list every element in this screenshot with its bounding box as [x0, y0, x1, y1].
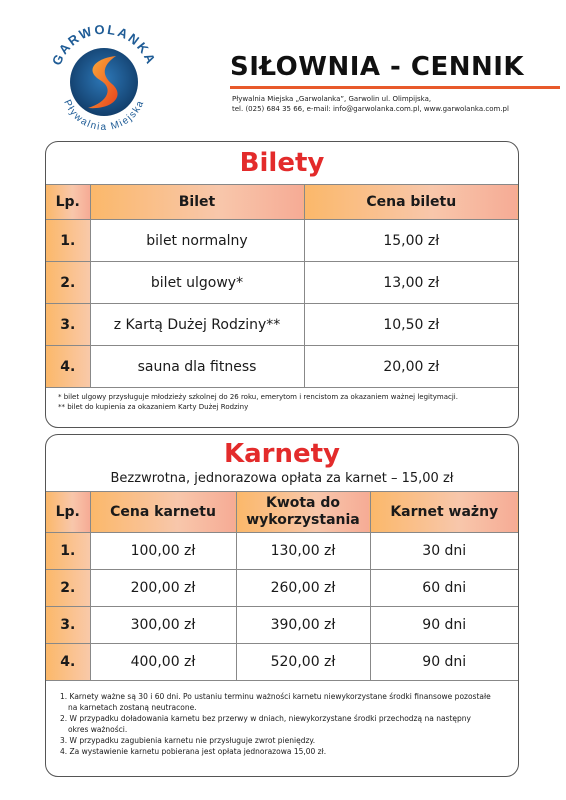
contact-info [232, 94, 509, 114]
contact-phone-email: tel. (025) 684 35 66, e-mail: info@garwolanka.com.pl, www.garwolanka.com.pl [232, 105, 509, 113]
tickets-table [46, 184, 518, 388]
tickets-header-row [46, 185, 518, 220]
tickets-title: Bilety [239, 148, 325, 178]
row-number: 1. [46, 220, 90, 262]
ticket-price: 13,00 zł [304, 262, 518, 304]
note-line: 4. Za wystawienie karnetu pobierana jest opłata jednorazowa 15,00 zł. [60, 747, 327, 756]
row-number: 3. [46, 607, 90, 644]
table-row [46, 570, 518, 607]
note-line: na karnetach zostaną neutracone. [68, 703, 197, 712]
table-row [46, 607, 518, 644]
table-row [46, 533, 518, 570]
ticket-name: z Kartą Dużej Rodziny** [90, 304, 304, 346]
col-header-ticket: Bilet [90, 185, 304, 220]
logo-sub-text: Pływalnia Miejska [61, 98, 147, 134]
logo-name-text: GARWOLANKA [48, 21, 160, 68]
passes-subtitle: Bezzwrotna, jednorazowa opłata za karnet – 15,00 zł [110, 471, 454, 486]
col-header-amount: Kwota do wykorzystania [236, 492, 370, 533]
row-number: 4. [46, 346, 90, 388]
col-header-pass-price: Cena karnetu [90, 492, 236, 533]
col-header-lp: Lp. [46, 185, 90, 220]
pass-amount: 520,00 zł [236, 644, 370, 681]
note-line: 3. W przypadku zagubienia karnetu nie przysługuje zwrot pieniędzy. [60, 736, 316, 745]
table-row [46, 346, 518, 388]
table-row [46, 304, 518, 346]
row-number: 3. [46, 304, 90, 346]
note-line: 1. Karnety ważne są 30 i 60 dni. Po ustaniu terminu ważności karnetu niewykorzystane środki finansowe pozostałe [60, 692, 491, 701]
page-title: SIŁOWNIA - CENNIK [230, 52, 525, 82]
passes-header-row [46, 492, 518, 533]
pass-amount: 390,00 zł [236, 607, 370, 644]
garwolanka-logo [38, 18, 168, 136]
row-number: 2. [46, 570, 90, 607]
col-header-ticket-price: Cena biletu [304, 185, 518, 220]
pass-validity: 90 dni [370, 607, 518, 644]
passes-title: Karnety [223, 439, 341, 469]
pass-amount: 130,00 zł [236, 533, 370, 570]
ticket-price: 10,50 zł [304, 304, 518, 346]
note-line: 2. W przypadku doładowania karnetu bez przerwy w dniach, niewykorzystane środki przechodzą na następny [60, 714, 471, 723]
passes-card [45, 434, 519, 777]
pass-amount: 260,00 zł [236, 570, 370, 607]
footnote: ** bilet do kupienia za okazaniem Karty Dużej Rodziny [58, 403, 249, 411]
pass-price: 300,00 zł [90, 607, 236, 644]
footnote: * bilet ulgowy przysługuje młodzieży szkolnej do 26 roku, emerytom i rencistom za okazaniem ważnej legitymacji. [58, 393, 458, 401]
garwolanka-logo-graphic [38, 18, 168, 136]
ticket-name: sauna dla fitness [90, 346, 304, 388]
col-header-lp: Lp. [46, 492, 90, 533]
contact-address: Pływalnia Miejska „Garwolanka”, Garwolin ul. Olimpijska, [232, 95, 432, 103]
tickets-footnotes [46, 388, 518, 412]
note-line: okres ważności. [68, 725, 128, 734]
ticket-price: 20,00 zł [304, 346, 518, 388]
col-header-validity: Karnet ważny [370, 492, 518, 533]
tickets-card [45, 141, 519, 428]
passes-table [46, 491, 518, 681]
pass-validity: 90 dni [370, 644, 518, 681]
title-underline [230, 86, 560, 89]
pass-price: 200,00 zł [90, 570, 236, 607]
table-row [46, 262, 518, 304]
passes-notes [46, 681, 518, 757]
ticket-name: bilet ulgowy* [90, 262, 304, 304]
pass-validity: 30 dni [370, 533, 518, 570]
pass-validity: 60 dni [370, 570, 518, 607]
table-row [46, 644, 518, 681]
pass-price: 100,00 zł [90, 533, 236, 570]
row-number: 4. [46, 644, 90, 681]
row-number: 1. [46, 533, 90, 570]
pass-price: 400,00 zł [90, 644, 236, 681]
table-row [46, 220, 518, 262]
row-number: 2. [46, 262, 90, 304]
ticket-name: bilet normalny [90, 220, 304, 262]
ticket-price: 15,00 zł [304, 220, 518, 262]
